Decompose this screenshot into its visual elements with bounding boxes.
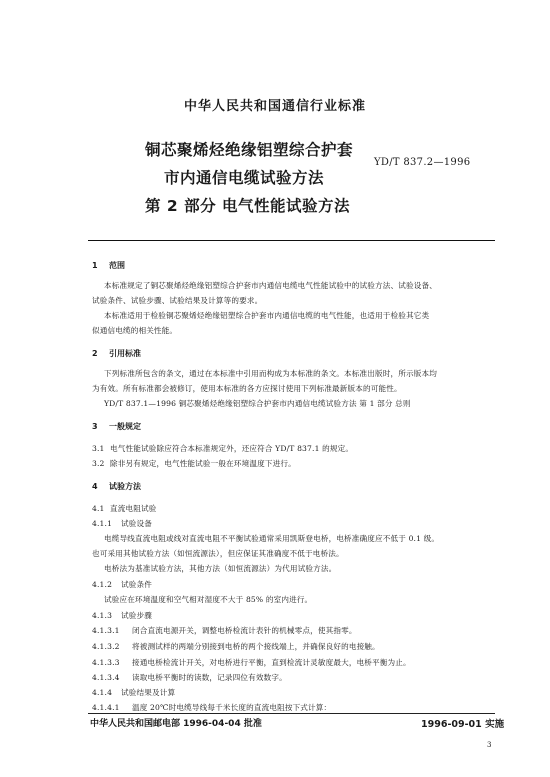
section-1-heading bbox=[92, 260, 125, 271]
section-number: 4 bbox=[92, 482, 98, 491]
clause-number: 4.1.3 bbox=[92, 611, 113, 620]
clause-number: 3.1 bbox=[92, 444, 105, 453]
footer-divider bbox=[88, 713, 495, 714]
clause-number: 4.1.4.1 bbox=[92, 703, 120, 712]
standard-number: YD/T 837.2—1996 bbox=[374, 157, 471, 168]
clause-4-1-3-1 bbox=[92, 625, 357, 636]
clause-text: 闭合直流电源开关，调整电桥检流计表针的机械零点，使其指零。 bbox=[132, 626, 357, 635]
clause-text: 将被测试样的两端分别接到电桥的两个接线端上，并确保良好的电接触。 bbox=[132, 642, 380, 651]
clause-4-1-2 bbox=[92, 579, 152, 590]
page-number: 3 bbox=[487, 741, 492, 749]
clause-title: 直流电阻试验 bbox=[110, 504, 157, 513]
clause-number: 4.1 bbox=[92, 504, 105, 513]
implementation-date: 1996-09-01 实施 bbox=[421, 719, 505, 730]
clause-4-1-3 bbox=[92, 610, 152, 621]
clause-number: 4.1.3.3 bbox=[92, 658, 120, 667]
paragraph-line: 为有效。所有标准都会被修订，使用本标准的各方应探讨使用下列标准最新版本的可能性。 bbox=[92, 384, 402, 393]
title-line-1: 铜芯聚烯烃绝缘铝塑综合护套 bbox=[145, 141, 354, 159]
clause-3-2 bbox=[92, 458, 296, 469]
section-3-heading bbox=[92, 421, 141, 432]
section-title: 引用标准 bbox=[109, 349, 141, 358]
paragraph-line: 电缆导线直流电阻或线对直流电阻不平衡试验通常采用凯斯登电桥，电桥准确度应不低于 0.1 级。 bbox=[104, 534, 440, 543]
section-number: 1 bbox=[92, 261, 98, 270]
clause-text: 电气性能试验除应符合本标准规定外，还应符合 YD/T 837.1 的规定。 bbox=[110, 444, 354, 453]
clause-number: 4.1.1 bbox=[92, 519, 113, 528]
section-2-heading bbox=[92, 348, 141, 359]
clause-4-1-4-1 bbox=[92, 702, 331, 713]
paragraph-line: 本标准规定了铜芯聚烯烃绝缘铝塑综合护套市内通信电缆电气性能试验中的试验方法、试验设备、 bbox=[104, 281, 437, 290]
clause-4-1-3-2 bbox=[92, 641, 380, 652]
clause-text: 温度 20℃时电缆导线每千米长度的直流电阻按下式计算： bbox=[132, 703, 332, 712]
section-title: 试验方法 bbox=[109, 482, 141, 491]
clause-number: 4.1.4 bbox=[92, 688, 113, 697]
clause-4-1-3-4 bbox=[92, 672, 287, 683]
clause-number: 4.1.2 bbox=[92, 580, 113, 589]
paragraph-line: 试验应在环境温度和空气相对湿度不大于 85% 的室内进行。 bbox=[104, 595, 313, 604]
clause-3-1 bbox=[92, 443, 353, 454]
paragraph-line: 电桥法为基准试验方法，其他方法（如恒流源法）为代用试验方法。 bbox=[104, 564, 337, 573]
clause-4-1 bbox=[92, 503, 156, 514]
clause-4-1-4 bbox=[92, 687, 175, 698]
clause-title: 试验设备 bbox=[121, 519, 152, 528]
clause-number: 4.1.3.1 bbox=[92, 626, 120, 635]
title-line-3: 第 2 部分 电气性能试验方法 bbox=[145, 197, 350, 215]
paragraph-line: 试验条件、试验步骤、试验结果及计算等的要求。 bbox=[92, 296, 263, 305]
industry-standard-heading: 中华人民共和国通信行业标准 bbox=[183, 99, 366, 114]
section-title: 一般规定 bbox=[109, 422, 141, 431]
section-number: 3 bbox=[92, 422, 98, 431]
clause-text: 除非另有规定，电气性能试验一般在环境温度下进行。 bbox=[110, 459, 296, 468]
clause-title: 试验条件 bbox=[121, 580, 152, 589]
paragraph-line: 本标准适用于检验铜芯聚烯烃绝缘铝塑综合护套市内通信电缆的电气性能，也适用于检验其它类 bbox=[104, 311, 430, 320]
section-title: 范围 bbox=[109, 261, 125, 270]
paragraph-line: 下列标准所包含的条文，通过在本标准中引用而构成为本标准的条文。本标准出版时，所示版本均 bbox=[104, 369, 437, 378]
clause-4-1-3-3 bbox=[92, 657, 411, 668]
clause-number: 4.1.3.4 bbox=[92, 673, 120, 682]
paragraph-line: 似通信电缆的相关性能。 bbox=[92, 326, 178, 335]
clause-4-1-1 bbox=[92, 518, 152, 529]
normative-reference: YD/T 837.1—1996 铜芯聚烯烃绝缘铝塑综合护套市内通信电缆试验方法 第 1 部分 总则 bbox=[104, 399, 411, 408]
section-number: 2 bbox=[92, 349, 98, 358]
header-divider bbox=[88, 240, 495, 241]
title-line-2: 市内通信电缆试验方法 bbox=[164, 169, 325, 187]
clause-text: 接通电桥检流计开关，对电桥进行平衡，直到检流计灵敏度最大，电桥平衡为止。 bbox=[132, 658, 411, 667]
clause-title: 试验步骤 bbox=[121, 611, 152, 620]
clause-text: 读取电桥平衡时的读数，记录四位有效数字。 bbox=[132, 673, 287, 682]
clause-number: 3.2 bbox=[92, 459, 105, 468]
approval-statement: 中华人民共和国邮电部 1996-04-04 批准 bbox=[90, 719, 262, 729]
section-4-heading bbox=[92, 481, 141, 492]
clause-title: 试验结果及计算 bbox=[121, 688, 176, 697]
paragraph-line: 也可采用其他试验方法（如恒流源法），但应保证其准确度不低于电桥法。 bbox=[92, 549, 344, 558]
clause-number: 4.1.3.2 bbox=[92, 642, 120, 651]
